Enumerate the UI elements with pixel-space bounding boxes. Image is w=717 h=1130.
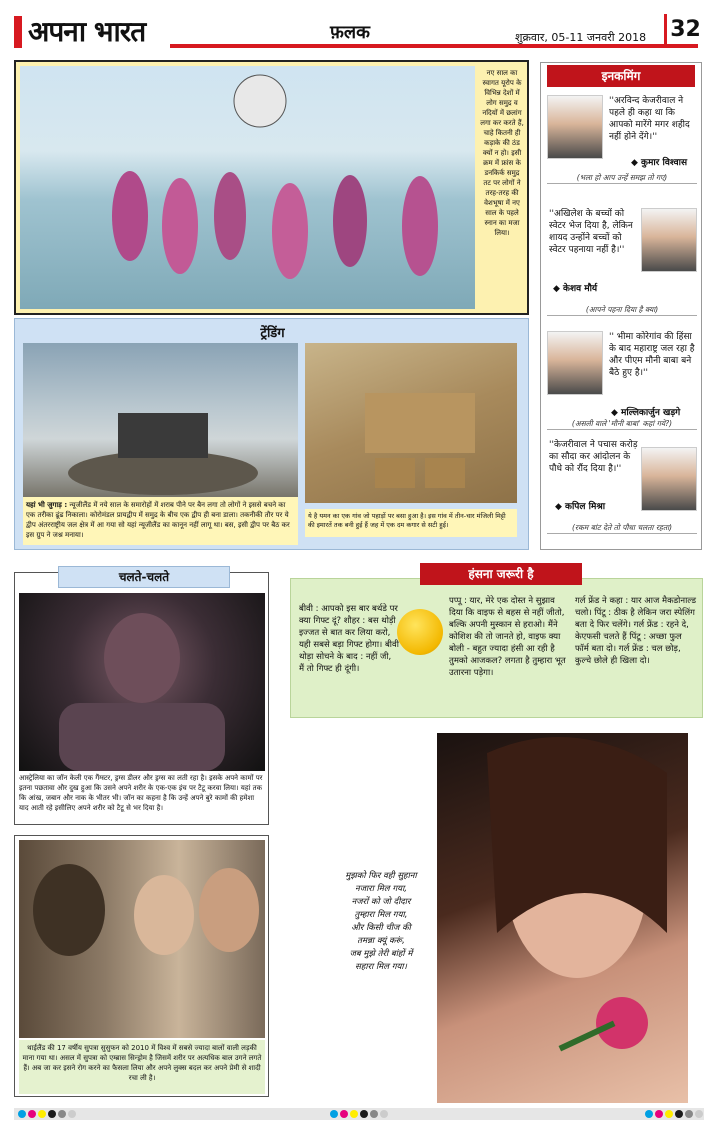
poem-line: नजारा मिल गया, — [355, 884, 407, 894]
laughing-smiley-icon — [397, 609, 443, 655]
tattoo-caption: आस्ट्रेलिया का जॉन केली एक गैंग्स्टर, ड्रग्स डीलर और ड्रग्स का लती रहा है। इसके अपने कामों पर इतना पछतावा और दुख हुआ कि उसने अपने शरीर के एक-एक इंच पर टैटू करवा लिया। यहां तक कि आंख, जबान और नाक के भीतर भी। जॉन का कहना है कि उन्हें अपने बुरे कामों की हमेशा याद आती रहे इसीलिए अपने शरीर को टैटू से भर दिया है। — [19, 774, 263, 812]
quote-text: ''अखिलेश के बच्चों को स्वेटर भेज दिया है, लेकिन शायद उन्होंने बच्चों को स्वेटर पहनाया नहीं है।'' — [549, 209, 633, 255]
portrait-illustration — [437, 733, 688, 1103]
masthead-accent-bar — [14, 16, 22, 48]
hair-story-illustration — [19, 840, 265, 1038]
color-dot — [350, 1110, 358, 1118]
poem-line: तमन्ना क्यूं करूं, — [357, 936, 405, 946]
poem-line: जब मुझे तेरी बांहों में — [349, 949, 413, 959]
trending-section — [14, 318, 529, 550]
hairy-girl-photo — [19, 840, 265, 1038]
registration-dots — [645, 1110, 703, 1118]
color-dot — [68, 1110, 76, 1118]
joke-1: बीवी : आपको इस बार बर्थडे पर क्या गिफ्ट दूं? शौहर : बस थोड़ी इज्जत से बात कर लिया करो, यही सबसे बड़ा गिफ्ट होगा। बीवी थोड़ा सोचने के बाद : नहीं जी, मैं तो गिफ्ट ही दूंगी। — [299, 604, 399, 674]
chalte-chalte-title: चलते-चलते — [58, 566, 230, 588]
speaker-photo — [547, 95, 603, 159]
color-dot — [340, 1110, 348, 1118]
top-photo-caption: नए साल का स्वागत यूरोप के विभिन्न देशों में लोग समुद्र व नदियों में छलांग लगा कर करते हैं, चाहे कितनी ही कड़ाके की ठंड क्यों न हो। इसी क्रम में फ्रांस के डनकिर्क समुद्र तट पर लोगों ने तरह-तरह की वेशभूषा में नए साल के पहले स्नान का मजा लिया। — [480, 69, 524, 237]
quote-text: ''अरविन्द केजरीवाल ने पहले ही कहा था कि आपको मारेंगे मगर शहीद नहीं होने देंगे।'' — [609, 96, 690, 142]
hairy-girl-story — [14, 835, 269, 1097]
page-number: 32 — [664, 14, 704, 46]
island-illustration — [23, 343, 298, 503]
quote-comment: (भला हो आप उन्हें समझ तो गए) — [547, 173, 697, 184]
masthead-title: अपना भारत — [28, 15, 146, 48]
color-dot — [48, 1110, 56, 1118]
quote-author: ◆ कुमार विश्वास — [631, 158, 688, 168]
color-dot — [655, 1110, 663, 1118]
color-dot — [380, 1110, 388, 1118]
color-dot — [330, 1110, 338, 1118]
color-dot — [675, 1110, 683, 1118]
tattoo-illustration — [19, 593, 265, 771]
section-title: फ़लक — [330, 22, 370, 43]
island-caption-lead: यहां भी जुगाड़ : — [26, 501, 68, 509]
color-dot — [18, 1110, 26, 1118]
color-dot — [360, 1110, 368, 1118]
woman-with-rose-photo — [437, 733, 688, 1103]
poem-line: तुम्हारा मिल गया, — [354, 910, 408, 920]
tattoo-man-photo — [19, 593, 265, 771]
quote-author: ◆ केशव मौर्य — [553, 284, 598, 294]
yemen-village-photo — [305, 343, 517, 503]
quote-comment: (असली वाले 'मौनी बाबा' कहां गये?) — [547, 419, 697, 430]
poem-line: नजरों को जो दीदार — [351, 897, 411, 907]
quote-text: '' भीमा कोरेगांव की हिंसा के बाद महाराष्ट्र जल रहा है और पीएम मौनी बाबा बने बैठे हुए है।'' — [609, 332, 695, 378]
color-dot — [645, 1110, 653, 1118]
quote-comment: (रकम बांट देते तो पौधा चलता रहता) — [547, 523, 697, 534]
top-photo-story — [14, 60, 529, 315]
color-dot — [58, 1110, 66, 1118]
color-dot — [685, 1110, 693, 1118]
color-dot — [695, 1110, 703, 1118]
hairy-girl-caption: थाईलैंड की 17 वर्षीय सुपत्रा सुसुफन को 2010 में विश्व में सबसे ज्यादा बालों वाली लड़की माना गया था। असल में सुपत्रा को एम्ब्रास सिन्ड्रोम है जिसमें शरीर पर अत्यधिक बाल उगने लगते हैं। अब जा कर इसने रोग करने का फैसला लिया और अपने लुक्स बदल कर अपने प्रेमी से शादी रचा ली है। — [19, 1040, 265, 1094]
color-dot — [38, 1110, 46, 1118]
incoming-title: इनकमिंग — [547, 65, 695, 87]
color-dot — [370, 1110, 378, 1118]
island-party-photo — [23, 343, 298, 503]
island-caption-text: न्यूजीलैंड में नये साल के समारोहों में शराब पीने पर बैन लगा तो लोगों ने इससे बचने का एक तरीका ढूंढ निकाला। कोरोमंडल प्रायद्वीप में समुद्र के बीच एक द्वीप ही बना डाला। तकनीकी तौर पर ये द्वीप अंतरराष्ट्रीय जल क्षेत्र में आ गया सो यहां न्यूजीलैंड का कानून नहीं लागू था। बस, इसी द्वीप पर बैठ कर इस ग्रुप ने जश्न मनाया। — [26, 501, 290, 539]
joke-3: गर्ल फ्रेंड ने कहा : यार आज मैकडोनाल्ड चलो। पिंटू : ठीक है लेकिन जरा स्पेलिंग बता दे फिर चलेंगे। गर्ल फ्रेंड : रहने दे, केएफसी चलते हैं पिंटू : अच्छा फुल फॉर्म बता दो। गर्ल फ्रेंड : चल छोड़, कुल्चे छोले ही खिला दो। — [575, 596, 697, 666]
speaker-photo — [641, 447, 697, 511]
chalte-chalte-box — [14, 572, 269, 825]
speaker-photo — [547, 331, 603, 395]
joke-2: पप्पू : यार, मेरे एक दोस्त ने सुझाव दिया कि वाइफ से बहस से नहीं जीतो, बल्कि अपनी मुस्कान से हराओ। मैंने कोशिश की तो जानते हो, वाइफ क्या बोली - बहुत ज्यादा हंसी आ रही है तुमको आजकल? लगता है तुम्हारा भूत उतारना पड़ेगा। — [449, 596, 566, 678]
color-dot — [28, 1110, 36, 1118]
registration-dots — [18, 1110, 76, 1118]
jokes-title: हंसना जरूरी है — [420, 563, 582, 585]
village-caption: ये है यमन का एक गांव जो पहाड़ों पर बसा हुआ है। इस गांव में तीन-चार मंजिली मिट्टी की इमारतें तक बनी हुई हैं जह में एक दम कगार से सटी हुई। — [305, 509, 517, 537]
quote-author: ◆ मल्लिकार्जुन खड़गे — [611, 408, 681, 418]
incoming-quotes — [540, 62, 702, 550]
quote-comment: (आपने पहना दिया है क्या) — [547, 305, 697, 316]
color-dot — [665, 1110, 673, 1118]
village-illustration — [305, 343, 517, 503]
sea-swim-photo — [20, 66, 475, 309]
quote-author: ◆ कपिल मिश्रा — [555, 502, 606, 512]
poem-line: सहारा मिल गया। — [355, 962, 407, 972]
trending-title: ट्रेंडिंग — [260, 326, 285, 341]
poem-line: मुझको फिर वही सुहाना — [345, 871, 417, 881]
sea-swim-illustration — [20, 66, 475, 309]
poem-line: और किसी चीज की — [351, 923, 411, 933]
poem — [336, 870, 426, 974]
island-caption — [23, 497, 298, 545]
quote-text: ''केजरीवाल ने पचास करोड़ का सौदा कर आंदोलन के पौधे को रौंद दिया है।'' — [549, 440, 638, 474]
jokes-section — [290, 578, 703, 718]
registration-dots — [330, 1110, 388, 1118]
speaker-photo — [641, 208, 697, 272]
issue-date: शुक्रवार, 05-11 जनवरी 2018 — [515, 31, 647, 44]
